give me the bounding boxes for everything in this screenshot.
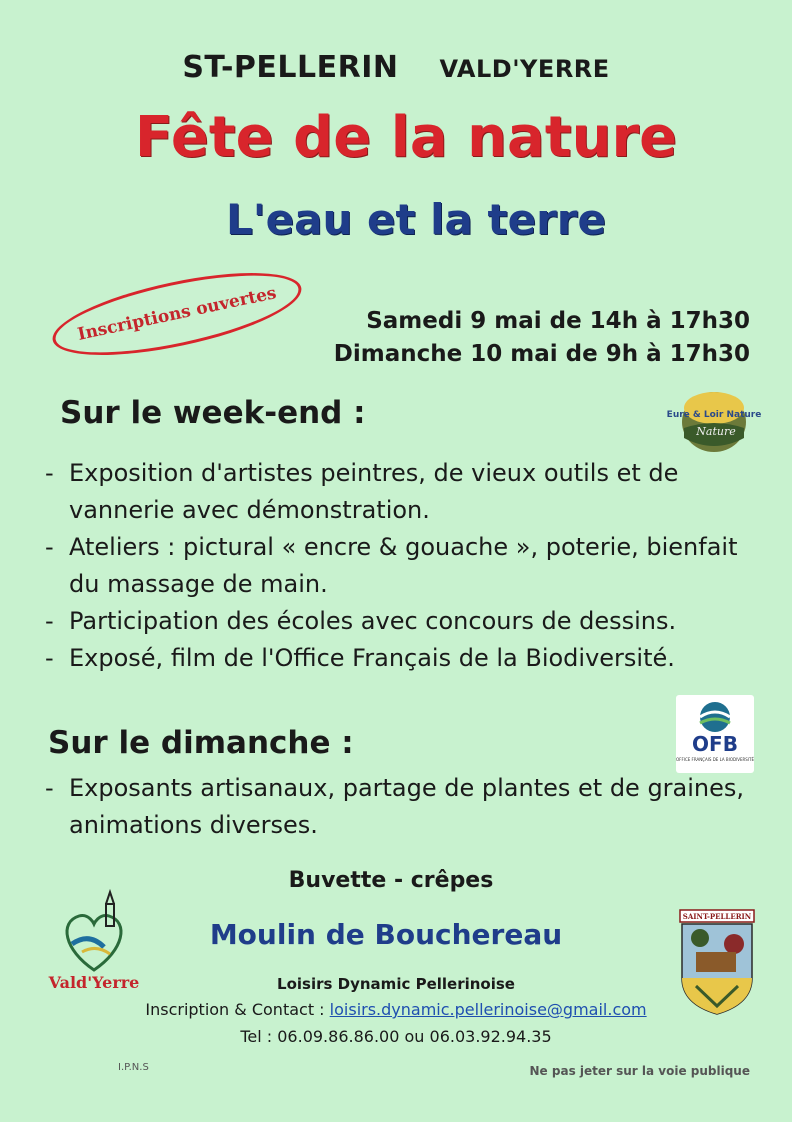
ipns-mark: I.P.N.S	[118, 1062, 149, 1073]
tel-number-1: 06.09.86.86.00	[277, 1027, 400, 1046]
event-dates	[290, 305, 750, 371]
eure-loir-logo-text: Eure & Loir Nature	[666, 410, 762, 420]
tel-line	[0, 1027, 792, 1046]
weekend-list	[45, 455, 765, 677]
svg-text:Nature: Nature	[696, 425, 736, 438]
sunday-list	[45, 770, 765, 844]
list-item: - Ateliers : pictural « encre & gouache », poterie, bienfait du massage de main.	[45, 529, 765, 603]
ofb-logo-subtext: OFFICE FRANÇAIS DE LA BIODIVERSITÉ	[676, 757, 754, 762]
sunday-heading: Sur le dimanche :	[48, 725, 354, 761]
town-sub: VALD'YERRE	[439, 55, 610, 83]
list-item: - Participation des écoles avec concours de dessins.	[45, 603, 765, 640]
town-heading	[0, 50, 792, 85]
town-name: ST-PELLERIN	[182, 50, 399, 85]
disposal-notice: Ne pas jeter sur la voie publique	[529, 1064, 750, 1078]
date-saturday: Samedi 9 mai de 14h à 17h30	[366, 308, 750, 334]
contact-line	[0, 1000, 792, 1019]
inscriptions-stamp: Inscriptions ouvertes	[46, 256, 308, 371]
valdyerre-logo	[44, 892, 144, 992]
contact-label: Inscription & Contact :	[145, 1000, 325, 1019]
ofb-logo-text: OFB	[692, 732, 738, 756]
list-item: - Exposé, film de l'Office Français de la Biodiversité.	[45, 640, 765, 677]
venue-name: Moulin de Bouchereau	[209, 918, 563, 951]
crest-text: SAINT-PELLERIN	[682, 912, 752, 921]
tel-or: ou	[404, 1027, 425, 1046]
organizer-name: Loisirs Dynamic Pellerinoise	[277, 975, 515, 993]
list-item: - Exposition d'artistes peintres, de vieux outils et de vannerie avec démonstration.	[45, 455, 765, 529]
saint-pellerin-crest	[676, 908, 758, 1016]
page-title: Fête de la nature	[134, 105, 678, 170]
list-item-text: Exposé, film de l'Office Français de la Biodiversité.	[69, 644, 675, 672]
list-item-text: Exposition d'artistes peintres, de vieux outils et de vannerie avec démonstration.	[69, 459, 679, 524]
buvette-text: Buvette - crêpes	[288, 868, 494, 893]
list-item-text: Participation des écoles avec concours de dessins.	[69, 607, 677, 635]
tel-label: Tel :	[240, 1027, 273, 1046]
tel-number-2: 06.03.92.94.35	[429, 1027, 552, 1046]
list-item-text: Exposants artisanaux, partage de plantes et de graines, animations diverses.	[69, 774, 745, 839]
valdyerre-logo-text: Vald'Yerre	[48, 973, 140, 992]
contact-email-link[interactable]: loisirs.dynamic.pellerinoise@gmail.com	[329, 1000, 647, 1019]
page-subtitle: L'eau et la terre	[226, 195, 606, 244]
list-item: - Exposants artisanaux, partage de plantes et de graines, animations diverses.	[45, 770, 765, 844]
list-item-text: Ateliers : pictural « encre & gouache », poterie, bienfait du massage de main.	[69, 533, 738, 598]
ofb-logo	[676, 695, 754, 773]
weekend-heading: Sur le week-end :	[60, 395, 366, 431]
eure-loir-nature-logo	[666, 388, 762, 454]
date-sunday: Dimanche 10 mai de 9h à 17h30	[333, 341, 750, 367]
